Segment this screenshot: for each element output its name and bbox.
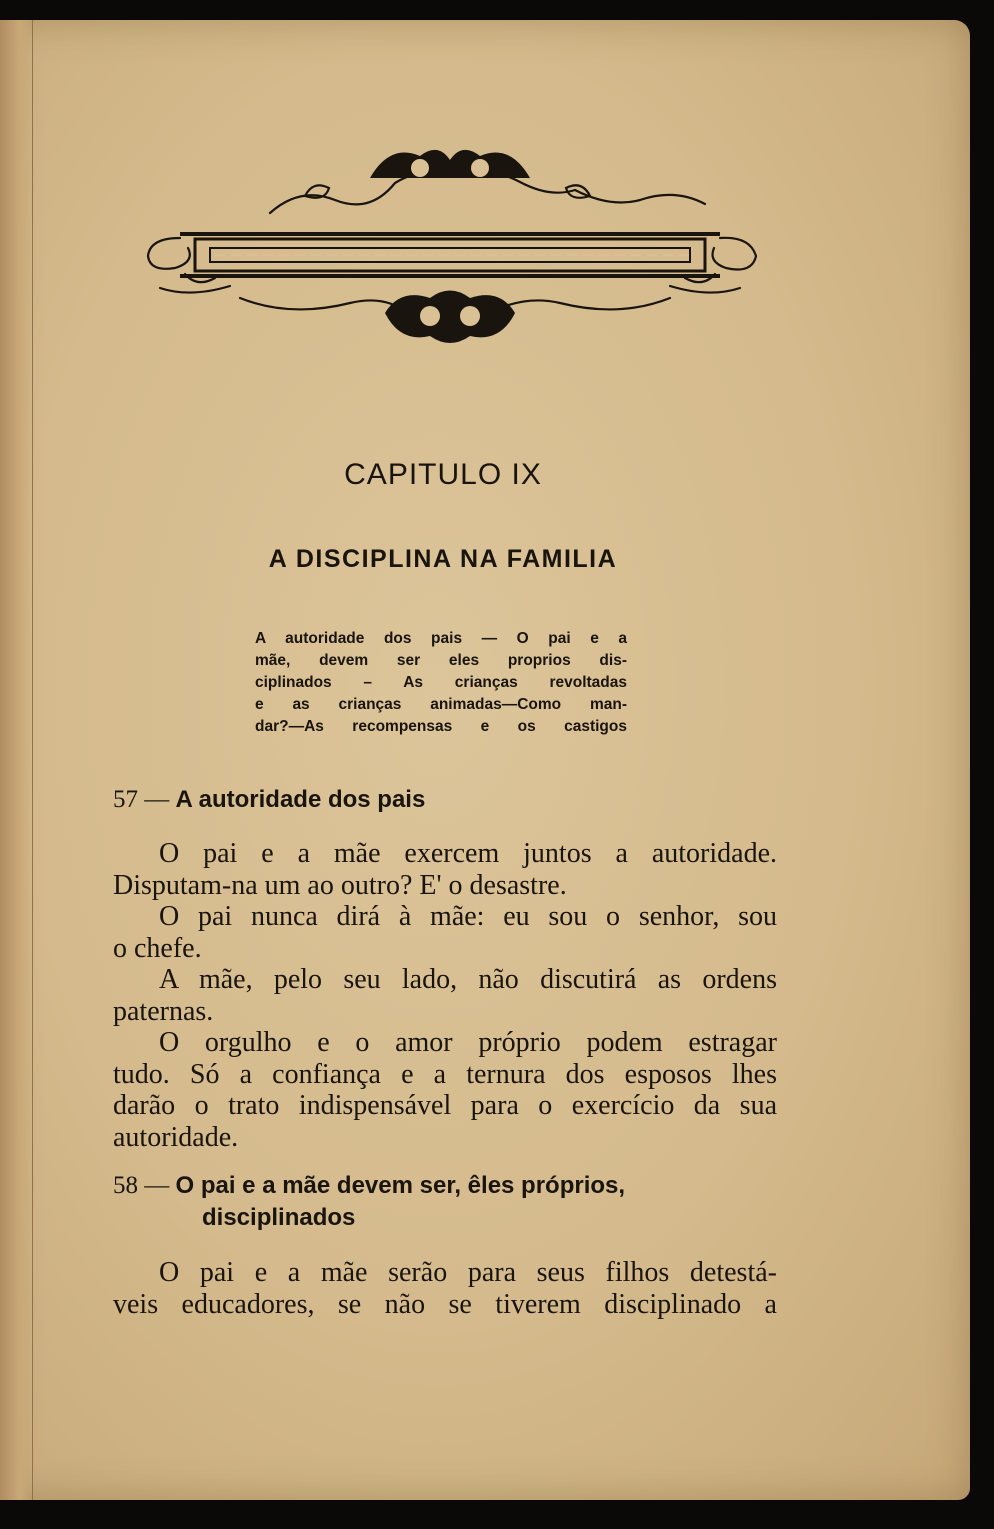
paragraph-line: autoridade. xyxy=(113,1121,239,1153)
chapter-number: CAPITULO IX xyxy=(344,458,542,491)
book-spine xyxy=(0,20,33,1500)
paragraph-line: veis educadores, se não se tiverem disciplinado a xyxy=(113,1288,777,1320)
paragraph-line: tudo. Só a confiança e a ternura dos esposos lhes xyxy=(113,1058,777,1090)
summary-line: dar?—As recompensas e os castigos xyxy=(255,718,627,735)
section-dash: — xyxy=(138,786,176,813)
paragraph-line: darão o trato indispensável para o exercício da sua xyxy=(113,1090,777,1121)
summary-line: A autoridade dos pais — O pai e a xyxy=(255,630,627,647)
chapter-title: A DISCIPLINA NA FAMILIA xyxy=(268,545,618,573)
paragraph-line: O orgulho e o amor próprio podem estragar xyxy=(159,1027,777,1058)
summary-line: mãe, devem ser eles proprios dis- xyxy=(255,652,627,669)
section-title-line: O pai e a mãe devem ser, êles próprios, xyxy=(175,1172,626,1199)
paragraph-line: A mãe, pelo seu lado, não discutirá as ordens xyxy=(159,964,777,995)
book-page xyxy=(0,20,970,1500)
section-title: A autoridade dos pais xyxy=(175,786,426,813)
section-title-line: disciplinados xyxy=(202,1204,356,1231)
section-58-heading xyxy=(113,1170,777,1234)
paragraph-line: O pai e a mãe exercem juntos a autoridade. xyxy=(159,838,777,869)
section-57-heading xyxy=(113,786,425,814)
paragraph-line: Disputam-na um ao outro? E' o desastre. xyxy=(113,869,567,901)
section-58-body xyxy=(113,1257,777,1320)
section-number: 58 xyxy=(113,1172,138,1199)
paragraph-line: paternas. xyxy=(113,995,214,1027)
paragraph-line: O pai nunca dirá à mãe: eu sou o senhor, sou xyxy=(159,901,777,932)
paragraph-line: O pai e a mãe serão para seus filhos detestá- xyxy=(159,1257,777,1288)
section-dash: — xyxy=(138,1172,176,1199)
chapter-summary xyxy=(255,628,627,738)
summary-line: e as crianças animadas—Como man- xyxy=(255,696,627,713)
decorative-ornament xyxy=(120,138,780,353)
section-57-body xyxy=(113,838,777,1153)
summary-line: ciplinados – As crianças revoltadas xyxy=(255,674,627,691)
paragraph-line: o chefe. xyxy=(113,932,202,964)
section-number: 57 xyxy=(113,786,138,813)
